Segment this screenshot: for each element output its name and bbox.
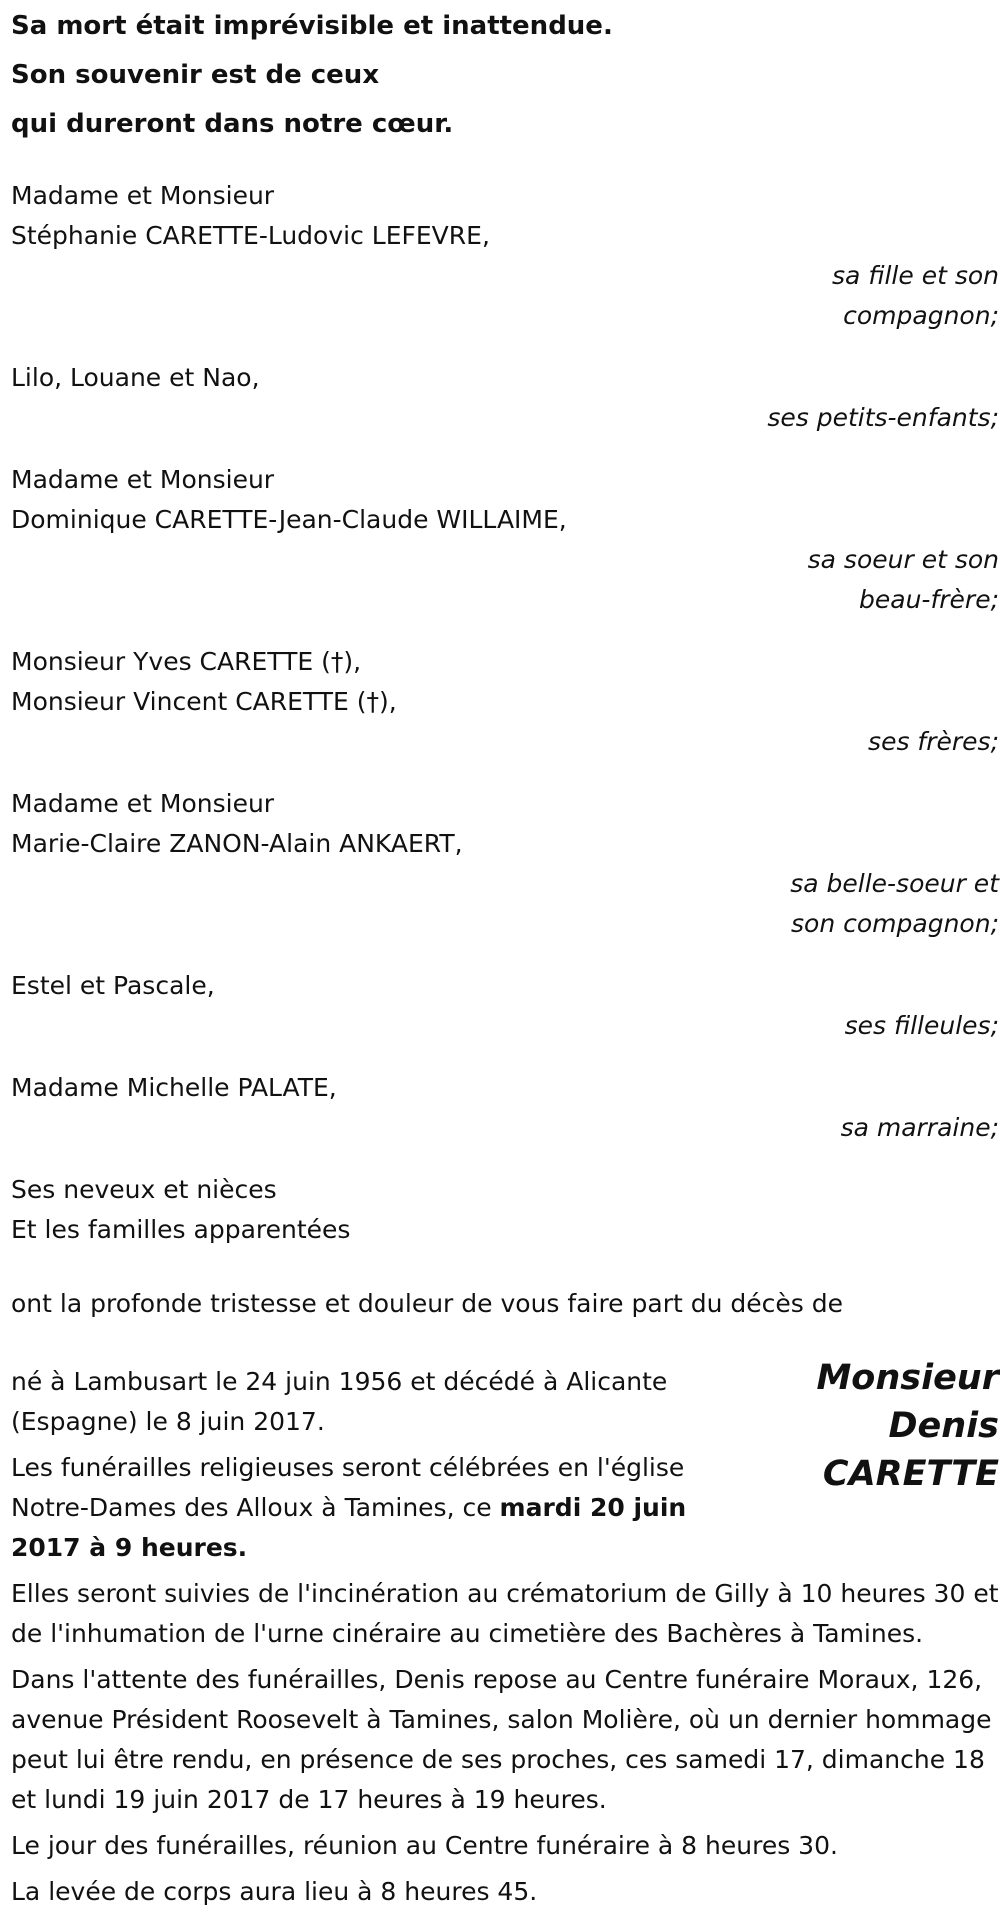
family-relation-line: sa marraine;	[840, 1113, 999, 1142]
notice-content	[11, 0, 999, 1912]
family-entry	[11, 358, 999, 438]
intro-line-3: qui dureront dans notre cœur.	[11, 109, 454, 139]
family-name-line: Estel et Pascale,	[11, 971, 215, 1000]
family-entry	[11, 1068, 999, 1148]
family-relation-line: sa belle-soeur et	[790, 869, 999, 898]
family-entry	[11, 784, 999, 944]
family-name-line: Dominique CARETTE-Jean-Claude WILLAIME,	[11, 505, 567, 534]
family-relation-line: beau-frère;	[859, 585, 999, 614]
family-name-line: Stéphanie CARETTE-Ludovic LEFEVRE,	[11, 221, 490, 250]
deceased-first-name: Denis	[888, 1406, 999, 1446]
family-entry	[11, 966, 999, 1046]
announcement-text: ont la profonde tristesse et douleur de vous faire part du décès de	[11, 1289, 843, 1318]
deceased-name-block	[816, 1354, 999, 1498]
family-entry	[11, 1170, 999, 1250]
cremation-text: Elles seront suivies de l'incinération au crématorium de Gilly à 10 heures 30 et de l'inhumation de l'urne cinéraire au cimetière des Bachères à Tamines.	[11, 1579, 999, 1648]
family-name-line: Marie-Claire ZANON-Alain ANKAERT,	[11, 829, 463, 858]
family-entry	[11, 176, 999, 336]
intro-line-1: Sa mort était imprévisible et inattendue.	[11, 11, 613, 41]
deceased-last-name: CARETTE	[822, 1454, 999, 1494]
family-entry	[11, 460, 999, 620]
family-relation	[11, 1006, 999, 1046]
meeting-text: Le jour des funérailles, réunion au Centre funéraire à 8 heures 30.	[11, 1831, 838, 1860]
deceased-title: Monsieur	[816, 1358, 999, 1398]
family-name-line: Monsieur Vincent CARETTE (†),	[11, 687, 397, 716]
family-name-line: Monsieur Yves CARETTE (†),	[11, 647, 362, 676]
family-relation	[11, 540, 999, 620]
family-relation-line: ses petits-enfants;	[767, 403, 999, 432]
family-entry	[11, 642, 999, 762]
family-relation	[11, 864, 999, 944]
funeral-date: mardi 20 juin 2017 à 9 heures.	[11, 1493, 687, 1562]
birth-death-text: né à Lambusart le 24 juin 1956 et décédé à Alicante (Espagne) le 8 juin 2017.	[11, 1367, 668, 1436]
notice-details	[11, 1358, 999, 1912]
family-relation-line: sa soeur et son	[807, 545, 999, 574]
family-list	[11, 176, 999, 1250]
intro-verse	[11, 0, 999, 149]
family-relation-line: compagnon;	[843, 301, 999, 330]
family-name-line: Lilo, Louane et Nao,	[11, 363, 260, 392]
family-relation-line: ses filleules;	[844, 1011, 999, 1040]
family-relation	[11, 256, 999, 336]
family-relation-line: ses frères;	[868, 727, 999, 756]
intro-line-2: Son souvenir est de ceux	[11, 60, 380, 90]
family-name-line: Ses neveux et nièces	[11, 1175, 277, 1204]
funeral-text-plain: Les funérailles religieuses seront célébrées en l'église Notre-Dames des Alloux à Tamines, ce	[11, 1453, 685, 1522]
family-relation-line: son compagnon;	[791, 909, 999, 938]
family-name-line: Et les familles apparentées	[11, 1215, 351, 1244]
lifting-text: La levée de corps aura lieu à 8 heures 45.	[11, 1877, 538, 1906]
family-relation	[11, 722, 999, 762]
family-relation	[11, 398, 999, 438]
visitation-text: Dans l'attente des funérailles, Denis repose au Centre funéraire Moraux, 126, avenue Président Roosevelt à Tamines, salon Molière, où un dernier hommage peut lui être rendu, en présence de ses proches, ces samedi 17, dimanche 18 et lundi 19 juin 2017 de 17 heures à 19 heures.	[11, 1665, 992, 1814]
family-name-line: Madame et Monsieur	[11, 181, 275, 210]
family-name-line: Madame et Monsieur	[11, 789, 275, 818]
family-relation-line: sa fille et son	[832, 261, 999, 290]
funeral-text	[11, 1448, 711, 1568]
family-name-line: Madame et Monsieur	[11, 465, 275, 494]
family-name-line: Madame Michelle PALATE,	[11, 1073, 337, 1102]
family-relation	[11, 1108, 999, 1148]
